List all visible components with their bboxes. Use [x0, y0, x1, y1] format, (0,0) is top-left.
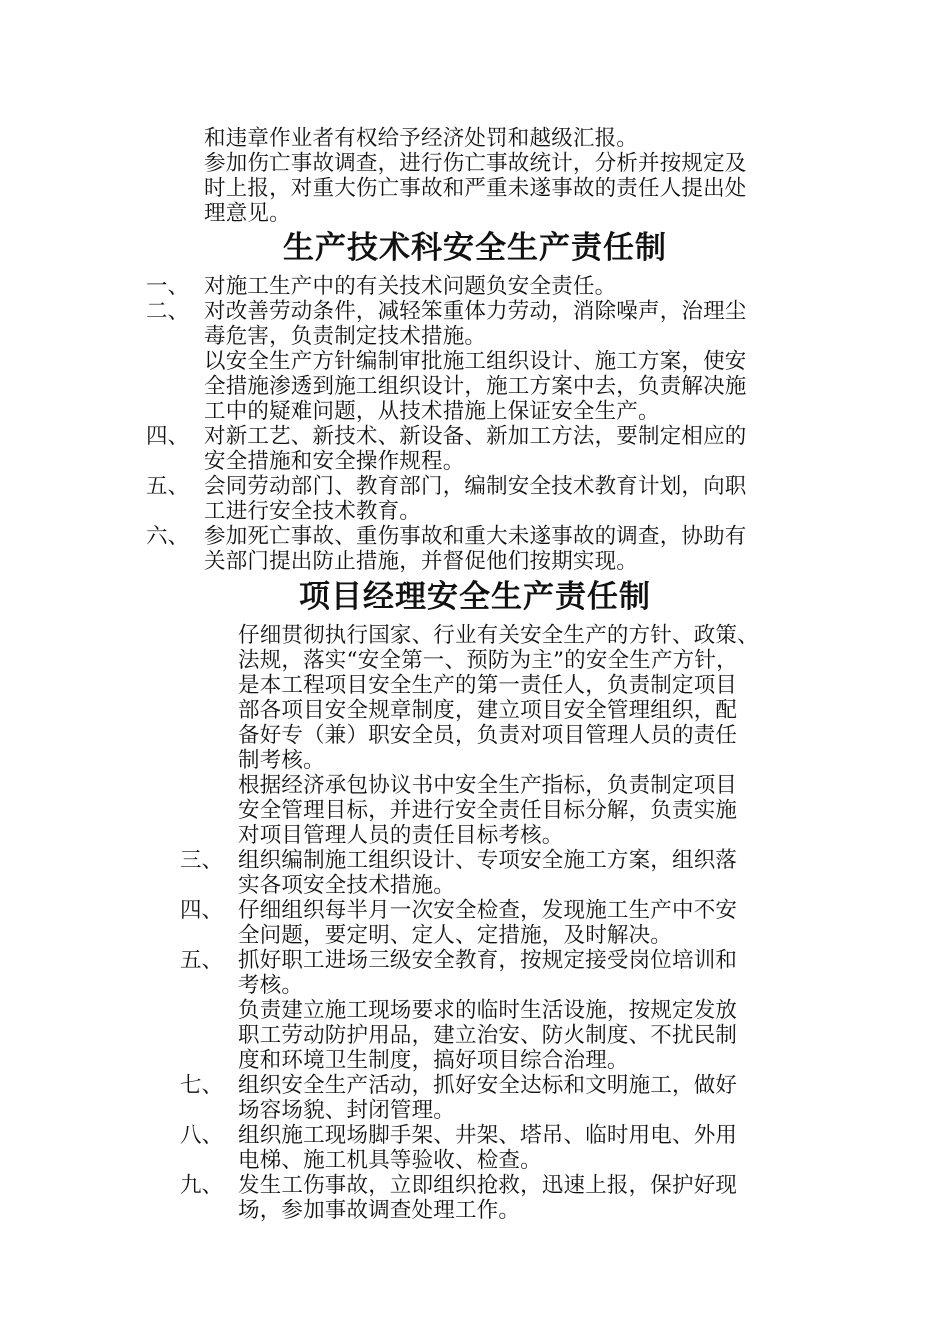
text-line: 实各项安全技术措施。 — [238, 873, 456, 898]
text-line: 时上报，对重大伤亡事故和严重未遂事故的责任人提出处 — [204, 176, 747, 201]
item-number: 八、 — [180, 1123, 224, 1148]
item-number: 三、 — [180, 848, 224, 873]
text-line: 负责建立施工现场要求的临时生活设施，按规定发放 — [238, 998, 738, 1023]
text-line: 场，参加事故调查处理工作。 — [238, 1198, 521, 1223]
text-line: 制考核。 — [238, 748, 325, 773]
section-title: 生产技术科安全生产责任制 — [283, 230, 667, 266]
text-line: 组织施工现场脚手架、井架、塔吊、临时用电、外用 — [238, 1123, 738, 1148]
item-number: 九、 — [180, 1173, 224, 1198]
text-line: 毒危害，负责制定技术措施。 — [204, 324, 487, 349]
text-line: 关部门提出防止措施，并督促他们按期实现。 — [204, 549, 639, 574]
text-line: 参加伤亡事故调查，进行伤亡事故统计，分析并按规定及 — [204, 151, 747, 176]
text-line: 全措施渗透到施工组织设计，施工方案中去，负责解决施 — [204, 374, 747, 399]
text-line: 仔细组织每半月一次安全检查，发现施工生产中不安 — [238, 898, 738, 923]
text-line: 对改善劳动条件，减轻笨重体力劳动，消除噪声，治理尘 — [204, 299, 747, 324]
text-line: 备好专（兼）职安全员，负责对项目管理人员的责任 — [238, 723, 738, 748]
text-line: 电梯、施工机具等验收、检查。 — [238, 1148, 542, 1173]
item-number: 二、 — [146, 299, 190, 324]
text-line: 组织编制施工组织设计、专项安全施工方案，组织落 — [238, 848, 738, 873]
text-line: 安全管理目标，并进行安全责任目标分解，负责实施 — [238, 798, 738, 823]
text-line: 以安全生产方针编制审批施工组织设计、施工方案，使安 — [204, 349, 747, 374]
item-number: 五、 — [180, 948, 224, 973]
text-line: 工中的疑难问题，从技术措施上保证安全生产。 — [204, 399, 660, 424]
text-line: 度和环境卫生制度，搞好项目综合治理。 — [238, 1048, 629, 1073]
text-line: 工进行安全技术教育。 — [204, 499, 422, 524]
text-line: 法规，落实“安全第一、预防为主”的安全生产方针， — [238, 648, 738, 673]
item-number: 六、 — [146, 524, 190, 549]
text-line: 抓好职工进场三级安全教育，按规定接受岗位培训和 — [238, 948, 738, 973]
text-line: 考核。 — [238, 973, 304, 998]
text-line: 理意见。 — [204, 201, 291, 226]
text-line: 是本工程项目安全生产的第一责任人，负责制定项目 — [238, 673, 738, 698]
item-number: 五、 — [146, 474, 190, 499]
text-line: 和违章作业者有权给予经济处罚和越级汇报。 — [204, 126, 639, 151]
item-number: 四、 — [146, 424, 190, 449]
text-line: 场容场貌、封闭管理。 — [238, 1098, 456, 1123]
text-line: 参加死亡事故、重伤事故和重大未遂事故的调查，协助有 — [204, 524, 747, 549]
text-line: 会同劳动部门、教育部门，编制安全技术教育计划，向职 — [204, 474, 747, 499]
text-line: 对项目管理人员的责任目标考核。 — [238, 823, 564, 848]
text-line: 全问题，要定明、定人、定措施，及时解决。 — [238, 923, 673, 948]
section-title: 项目经理安全生产责任制 — [299, 579, 651, 615]
item-number: 一、 — [146, 274, 190, 299]
item-number: 七、 — [180, 1073, 224, 1098]
text-line: 部各项目安全规章制度，建立项目安全管理组织，配 — [238, 698, 738, 723]
text-line: 职工劳动防护用品，建立治安、防火制度、不扰民制 — [238, 1023, 738, 1048]
text-line: 仔细贯彻执行国家、行业有关安全生产的方针、政策、 — [238, 623, 759, 648]
item-number: 四、 — [180, 898, 224, 923]
text-line: 对新工艺、新技术、新设备、新加工方法，要制定相应的 — [204, 424, 747, 449]
text-line: 对施工生产中的有关技术问题负安全责任。 — [204, 274, 617, 299]
text-line: 发生工伤事故，立即组织抢救，迅速上报，保护好现 — [238, 1173, 738, 1198]
text-line: 组织安全生产活动，抓好安全达标和文明施工，做好 — [238, 1073, 738, 1098]
text-line: 安全措施和安全操作规程。 — [204, 449, 465, 474]
text-line: 根据经济承包协议书中安全生产指标，负责制定项目 — [238, 773, 738, 798]
